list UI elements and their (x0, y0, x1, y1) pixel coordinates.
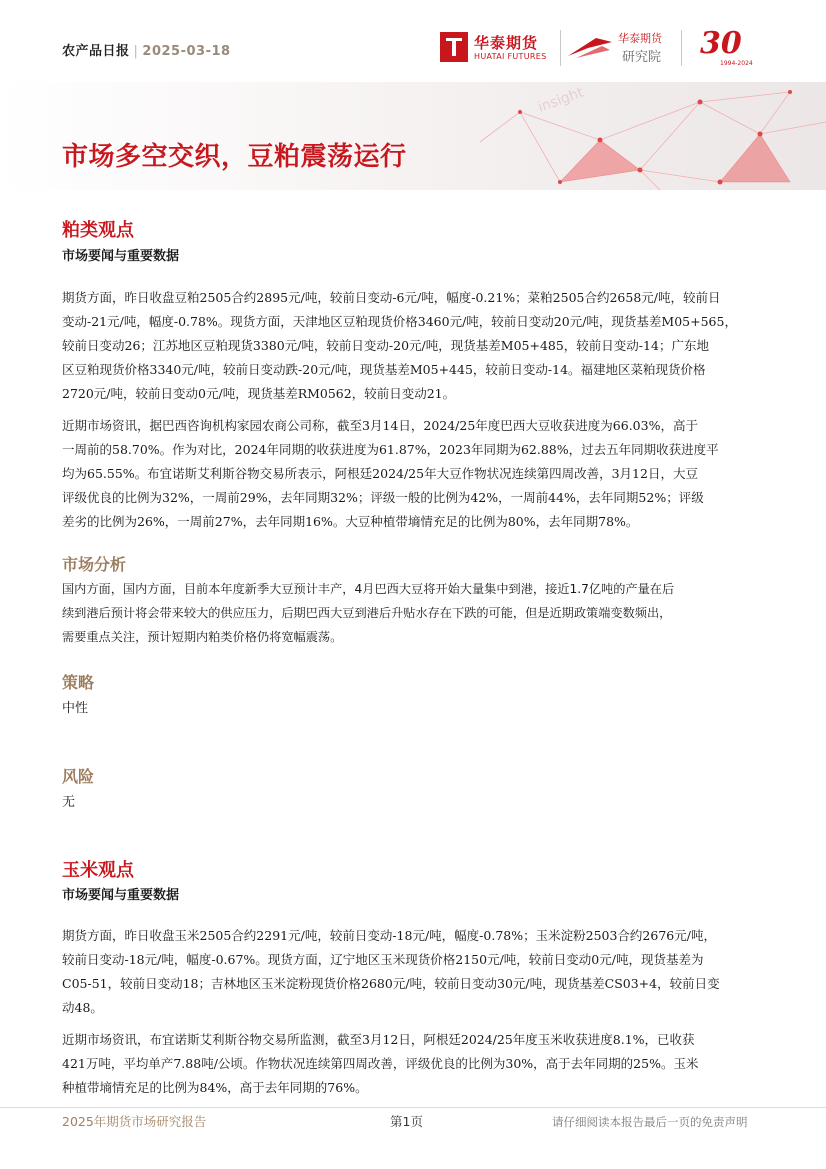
strategy-heading: 策略 (62, 673, 95, 692)
corn-news-subheading: 市场要闻与重要数据 (62, 888, 180, 903)
paragraph-line: 区豆粕现货价格3340元/吨，较前日变动跌-20元/吨，现货基差M05+445，较前日变动-14。福建地区菜粕现货价格 (62, 362, 706, 377)
paragraph-line: 近期市场资讯，布宜诺斯艾利斯谷物交易所监测，截至3月12日，阿根廷2024/25年度玉米收获进度8.1%，已收获 (62, 1032, 695, 1047)
meal-news-subheading: 市场要闻与重要数据 (62, 249, 180, 264)
risk-heading: 风险 (62, 767, 95, 786)
paragraph-line: 种植带墒情充足的比例为84%，高于去年同期的76%。 (62, 1080, 368, 1095)
header-divider: | (133, 44, 139, 59)
paragraph-line: 421万吨，平均单产7.88吨/公顷。作物状况连续第四周改善，评级优良的比例为30%，高于去年同期的25%。玉米 (62, 1056, 699, 1071)
corn-futures-paragraph (62, 924, 768, 1020)
report-header (62, 40, 231, 59)
paragraph-line: 评级优良的比例为32%，一周前29%，去年同期32%；评级一般的比例为42%，一周前44%，去年同期52%；评级 (62, 490, 704, 505)
footer-divider (0, 1107, 826, 1108)
anniversary-years: 1994-2024 (720, 60, 753, 67)
paragraph-line: 2720元/吨，较前日变动0元/吨，现货基差RM0562，较前日变动21。 (62, 386, 456, 401)
report-type: 农产品日报 (62, 44, 130, 59)
huatai-logo-icon (440, 32, 468, 62)
strategy-value: 中性 (62, 701, 89, 716)
paragraph-line: 期货方面，昨日收盘玉米2505合约2291元/吨，较前日变动-18元/吨，幅度-0.78%；玉米淀粉2503合约2676元/吨， (62, 928, 716, 943)
market-analysis-paragraph (62, 577, 768, 649)
footer-report-name: 2025年期货市场研究报告 (62, 1114, 207, 1129)
corn-section-heading: 玉米观点 (62, 860, 134, 881)
company-name-cn: 华泰期货 (474, 34, 539, 52)
paragraph-line: 均为65.55%。布宜诺斯艾利斯谷物交易所表示，阿根廷2024/25年大豆作物状况连续第四周改善，3月12日，大豆 (62, 466, 698, 481)
paragraph-line: 一周前的58.70%。作为对比，2024年同期的收获进度为61.87%，2023年同期为62.88%，过去五年同期收获进度平 (62, 442, 719, 457)
institute-line2: 研究院 (622, 50, 662, 65)
paragraph-line: 续到港后预计将会带来较大的供应压力，后期巴西大豆到港后升贴水存在下跌的可能，但是近期政策端变数频出， (62, 606, 672, 620)
paragraph-line: 近期市场资讯，据巴西咨询机构家园农商公司称，截至3月14日，2024/25年度巴西大豆收获进度为66.03%，高于 (62, 418, 698, 433)
anniversary-badge: 30 (700, 26, 742, 61)
report-date: 2025-03-18 (142, 44, 231, 59)
corn-news-paragraph (62, 1028, 768, 1100)
meal-section-heading: 粕类观点 (62, 220, 134, 241)
company-name-en: HUATAI FUTURES (474, 52, 547, 61)
institute-line1: 华泰期货 (618, 32, 662, 45)
market-analysis-heading: 市场分析 (62, 555, 127, 574)
meal-news-paragraph (62, 414, 768, 534)
paragraph-line: 较前日变动26；江苏地区豆粕现货3380元/吨，较前日变动-20元/吨，现货基差M05+485，较前日变动-14；广东地 (62, 338, 709, 353)
paragraph-line: 差劣的比例为26%，一周前27%，去年同期16%。大豆种植带墒情充足的比例为80%，去年同期78%。 (62, 514, 639, 529)
page-number: 第1页 (390, 1114, 423, 1129)
risk-value: 无 (62, 795, 76, 810)
badge-divider (681, 30, 682, 66)
research-institute-logo-icon (566, 32, 616, 62)
paragraph-line: 期货方面，昨日收盘豆粕2505合约2895元/吨，较前日变动-6元/吨，幅度-0.21%；菜粕2505合约2658元/吨，较前日 (62, 290, 721, 305)
paragraph-line: C05-51，较前日变动18；吉林地区玉米淀粉现货价格2680元/吨，较前日变动30元/吨，现货基差CS03+4，较前日变 (62, 976, 720, 991)
banner-watermark: insight (535, 84, 586, 116)
paragraph-line: 国内方面，国内方面，目前本年度新季大豆预计丰产，4月巴西大豆将开始大量集中到港，接近1.7亿吨的产量在后 (62, 582, 675, 596)
paragraph-line: 变动-21元/吨，幅度-0.78%。现货方面，天津地区豆粕现货价格3460元/吨，较前日变动20元/吨，现货基差M05+565， (62, 314, 737, 329)
paragraph-line: 动48。 (62, 1000, 103, 1015)
paragraph-line: 需要重点关注，预计短期内粕类价格仍将宽幅震荡。 (62, 630, 343, 644)
meal-futures-paragraph (62, 286, 768, 406)
paragraph-line: 较前日变动-18元/吨，幅度-0.67%。现货方面，辽宁地区玉米现货价格2150元/吨，较前日变动0元/吨，现货基差为 (62, 952, 704, 967)
logo-divider (560, 30, 561, 66)
page-title: 市场多空交织，豆粕震荡运行 (62, 142, 407, 172)
disclaimer-note: 请仔细阅读本报告最后一页的免责声明 (552, 1115, 748, 1129)
